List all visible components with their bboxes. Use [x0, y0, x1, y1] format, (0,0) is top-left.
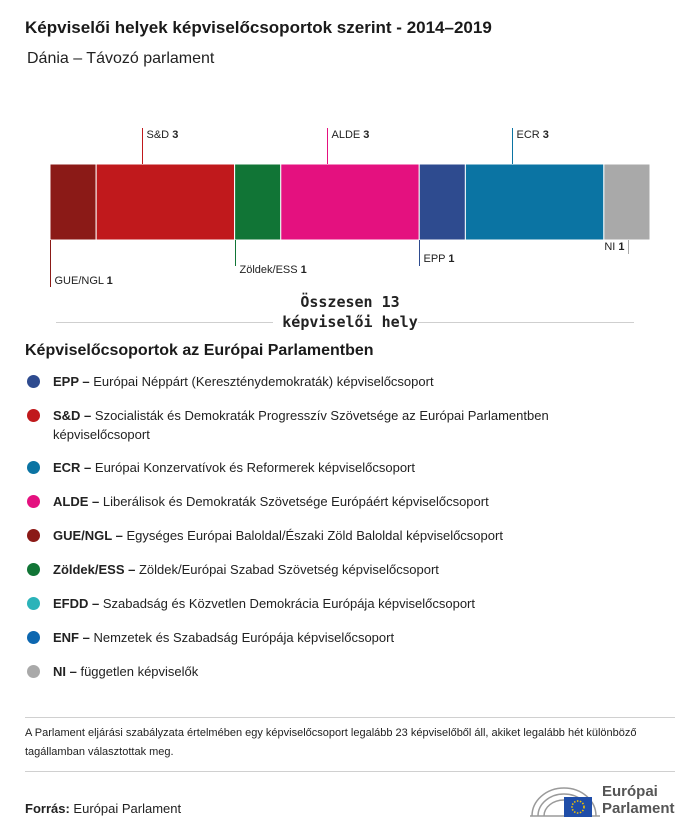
legend-text — [53, 526, 643, 545]
logo-line-2: Parlament — [602, 800, 675, 817]
legend-color-dot — [27, 665, 40, 678]
legend-description: Egységes Európai Baloldal/Északi Zöld Baloldal képviselőcsoport — [126, 528, 503, 543]
stacked-bar-chart — [0, 120, 700, 290]
legend-color-dot — [27, 631, 40, 644]
legend-description: Szocialisták és Demokraták Progresszív Szövetsége az Európai Parlamentben képviselőcsoport — [53, 408, 549, 442]
legend-text — [53, 662, 643, 681]
legend-color-dot — [27, 495, 40, 508]
segment-label-epp: EPP 1 — [423, 253, 455, 265]
legend-text — [53, 492, 643, 511]
legend-abbreviation: EPP – — [53, 374, 94, 389]
legend-description: Európai Néppárt (Kereszténydemokraták) képviselőcsoport — [93, 374, 434, 389]
legend-text — [53, 560, 643, 579]
bar-segment-alde — [281, 164, 419, 240]
total-divider-left — [56, 322, 273, 323]
source-value: Európai Parlament — [73, 801, 182, 816]
bar-segment-ecr — [465, 164, 603, 240]
legend-color-dot — [27, 461, 40, 474]
bar-segment-gue-ngl — [50, 164, 96, 240]
legend-text — [53, 372, 643, 391]
legend-description: Európai Konzervatívok és Reformerek képviselőcsoport — [94, 460, 415, 475]
hemicycle-icon — [530, 780, 600, 820]
legend-text — [53, 594, 643, 613]
legend-abbreviation: ECR – — [53, 460, 95, 475]
legend-color-dot — [27, 597, 40, 610]
legend-abbreviation: Zöldek/ESS – — [53, 562, 139, 577]
bar-segment-ni — [604, 164, 650, 240]
chart-subtitle: Dánia – Távozó parlament — [27, 50, 215, 67]
legend-abbreviation: ALDE – — [53, 494, 103, 509]
legend-description: független képviselők — [80, 664, 199, 679]
legend-abbreviation: NI – — [53, 664, 81, 679]
legend-abbreviation: EFDD – — [53, 596, 103, 611]
chart-title: Képviselői helyek képviselőcsoportok szerint - 2014–2019 — [25, 18, 492, 37]
legend-title: Képviselőcsoportok az Európai Parlamentben — [25, 342, 374, 359]
footnote: A Parlament eljárási szabályzata értelmében egy képviselőcsoport legalább 23 képviselőből áll, akiket legalább hét különböző tagállamban választottak meg. — [25, 727, 637, 758]
legend-text — [53, 628, 643, 647]
legend-description: Liberálisok és Demokraták Szövetsége Európáért képviselőcsoport — [102, 494, 489, 509]
total-seats-label: Összesen 13 képviselői hely — [282, 293, 418, 331]
bar-segment-z-ldek-ess — [235, 164, 281, 240]
source-label: Forrás: — [25, 801, 70, 816]
total-divider-right — [418, 322, 634, 323]
segment-label-z-ldek-ess: Zöldek/ESS 1 — [239, 264, 307, 276]
legend-color-dot — [27, 375, 40, 388]
european-parliament-logo — [530, 780, 680, 820]
logo-wordmark — [602, 783, 675, 817]
legend-description: Zöldek/Európai Szabad Szövetség képviselőcsoport — [138, 562, 439, 577]
legend-color-dot — [27, 409, 40, 422]
legend-abbreviation: ENF – — [53, 630, 94, 645]
legend-description: Nemzetek és Szabadság Európája képviselőcsoport — [93, 630, 395, 645]
bar-segment-s-d — [96, 164, 234, 240]
legend-description: Szabadság és Közvetlen Demokrácia Európája képviselőcsoport — [102, 596, 475, 611]
source-line — [25, 801, 181, 816]
legend-abbreviation: S&D – — [53, 408, 95, 423]
segment-label-alde: ALDE 3 — [331, 129, 370, 141]
logo-line-1: Európai — [602, 783, 658, 800]
segment-label-ni: NI 1 — [604, 241, 625, 253]
segment-label-ecr: ECR 3 — [516, 129, 549, 141]
legend-color-dot — [27, 529, 40, 542]
bar-segment-epp — [419, 164, 465, 240]
segment-label-s-d: S&D 3 — [146, 129, 179, 141]
legend-color-dot — [27, 563, 40, 576]
legend-abbreviation: GUE/NGL – — [53, 528, 127, 543]
legend-text — [53, 406, 643, 444]
legend-text — [53, 458, 643, 477]
footnote-divider-bottom — [25, 771, 675, 772]
segment-label-gue-ngl: GUE/NGL 1 — [54, 275, 113, 287]
footnote-divider-top — [25, 717, 675, 718]
